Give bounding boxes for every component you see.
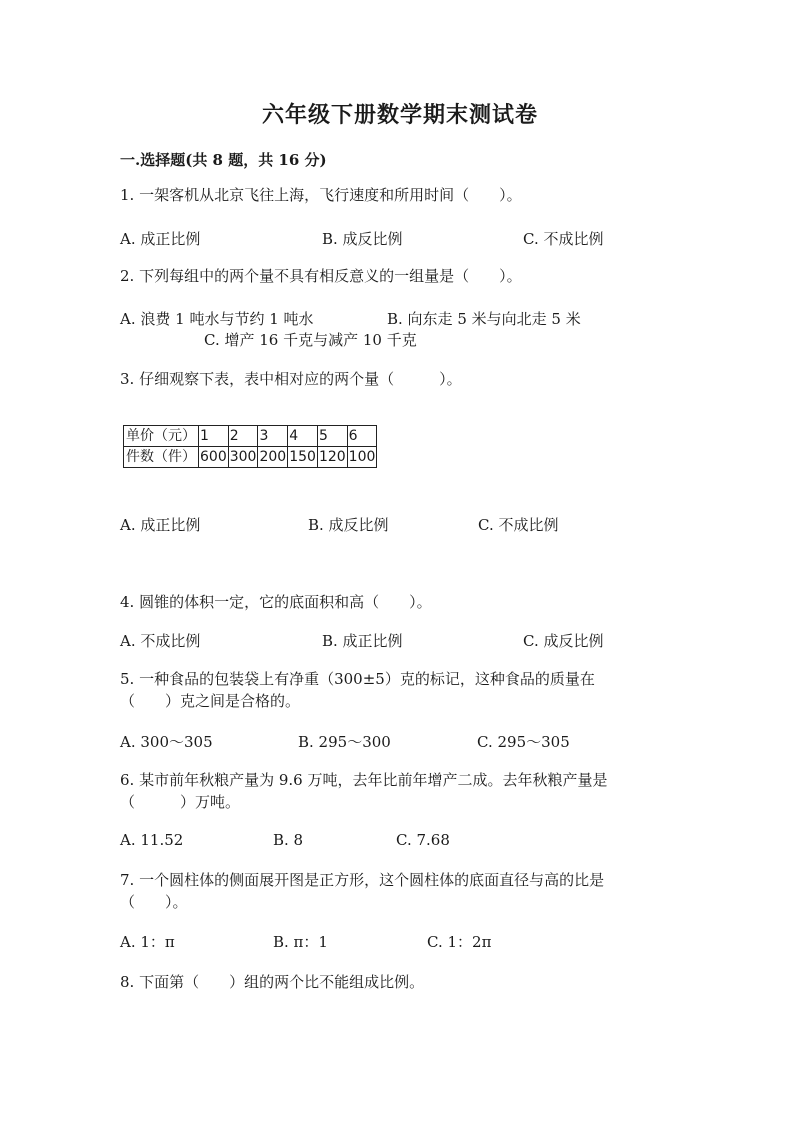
table-cell: 300	[228, 447, 258, 468]
question-3-option-c[interactable]: C. 不成比例	[478, 516, 559, 534]
question-3-option-a[interactable]: A. 成正比例	[120, 516, 201, 534]
table-cell: 5	[317, 426, 347, 447]
table-row	[124, 426, 377, 447]
question-1-option-c[interactable]: C. 不成比例	[523, 230, 604, 248]
question-6-option-b[interactable]: B. 8	[273, 831, 304, 849]
table-cell: 600	[199, 447, 229, 468]
question-5-text-line-1: 5. 一种食品的包装袋上有净重（300±5）克的标记，这种食品的质量在	[120, 670, 595, 688]
question-7-text-line-1: 7. 一个圆柱体的侧面展开图是正方形，这个圆柱体的底面直径与高的比是	[120, 871, 605, 889]
question-6-option-c[interactable]: C. 7.68	[396, 831, 450, 849]
table-cell: 件数（件）	[124, 447, 199, 468]
question-1-option-b[interactable]: B. 成反比例	[322, 230, 403, 248]
question-8-text: 8. 下面第（ ）组的两个比不能组成比例。	[120, 973, 425, 991]
question-7-option-c[interactable]: C. 1：2π	[427, 933, 492, 951]
page-title: 六年级下册数学期末测试卷	[261, 102, 538, 128]
table-cell: 120	[317, 447, 347, 468]
question-4-option-a[interactable]: A. 不成比例	[120, 632, 201, 650]
table-cell: 1	[199, 426, 229, 447]
question-5-option-a[interactable]: A. 300～305	[120, 733, 213, 751]
table-cell: 200	[258, 447, 288, 468]
table-cell: 4	[288, 426, 318, 447]
question-2-option-a[interactable]: A. 浪费 1 吨水与节约 1 吨水	[120, 310, 314, 328]
question-7-text-line-2: （ ）。	[120, 893, 188, 911]
question-7-option-a[interactable]: A. 1：π	[120, 933, 175, 951]
question-1-text: 1. 一架客机从北京飞往上海，飞行速度和所用时间（ ）。	[120, 186, 522, 204]
question-2-text: 2. 下列每组中的两个量不具有相反意义的一组量是（ ）。	[120, 267, 522, 285]
question-4-text: 4. 圆锥的体积一定，它的底面积和高（ ）。	[120, 593, 432, 611]
price-quantity-table	[123, 425, 377, 468]
table-cell: 2	[228, 426, 258, 447]
table-cell: 单价（元）	[124, 426, 199, 447]
table-cell: 100	[347, 447, 377, 468]
question-5-text-line-2: （ ）克之间是合格的。	[120, 692, 301, 710]
table-cell: 150	[288, 447, 318, 468]
section-heading: 一.选择题(共 8 题，共 16 分)	[120, 151, 327, 169]
table-cell: 3	[258, 426, 288, 447]
table-cell: 6	[347, 426, 377, 447]
question-4-option-b[interactable]: B. 成正比例	[322, 632, 403, 650]
question-6-option-a[interactable]: A. 11.52	[120, 831, 184, 849]
question-5-option-c[interactable]: C. 295～305	[477, 733, 570, 751]
question-4-option-c[interactable]: C. 成反比例	[523, 632, 604, 650]
question-1-option-a[interactable]: A. 成正比例	[120, 230, 201, 248]
question-3-option-b[interactable]: B. 成反比例	[308, 516, 389, 534]
question-5-option-b[interactable]: B. 295～300	[298, 733, 391, 751]
question-6-text-line-1: 6. 某市前年秋粮产量为 9.6 万吨，去年比前年增产二成。去年秋粮产量是	[120, 771, 608, 789]
question-2-option-c[interactable]: C. 增产 16 千克与减产 10 千克	[204, 331, 417, 349]
question-6-text-line-2: （ ）万吨。	[120, 793, 241, 811]
table-row	[124, 447, 377, 468]
question-3-text: 3. 仔细观察下表，表中相对应的两个量（ ）。	[120, 370, 462, 388]
question-2-option-b[interactable]: B. 向东走 5 米与向北走 5 米	[387, 310, 581, 328]
question-7-option-b[interactable]: B. π：1	[273, 933, 328, 951]
